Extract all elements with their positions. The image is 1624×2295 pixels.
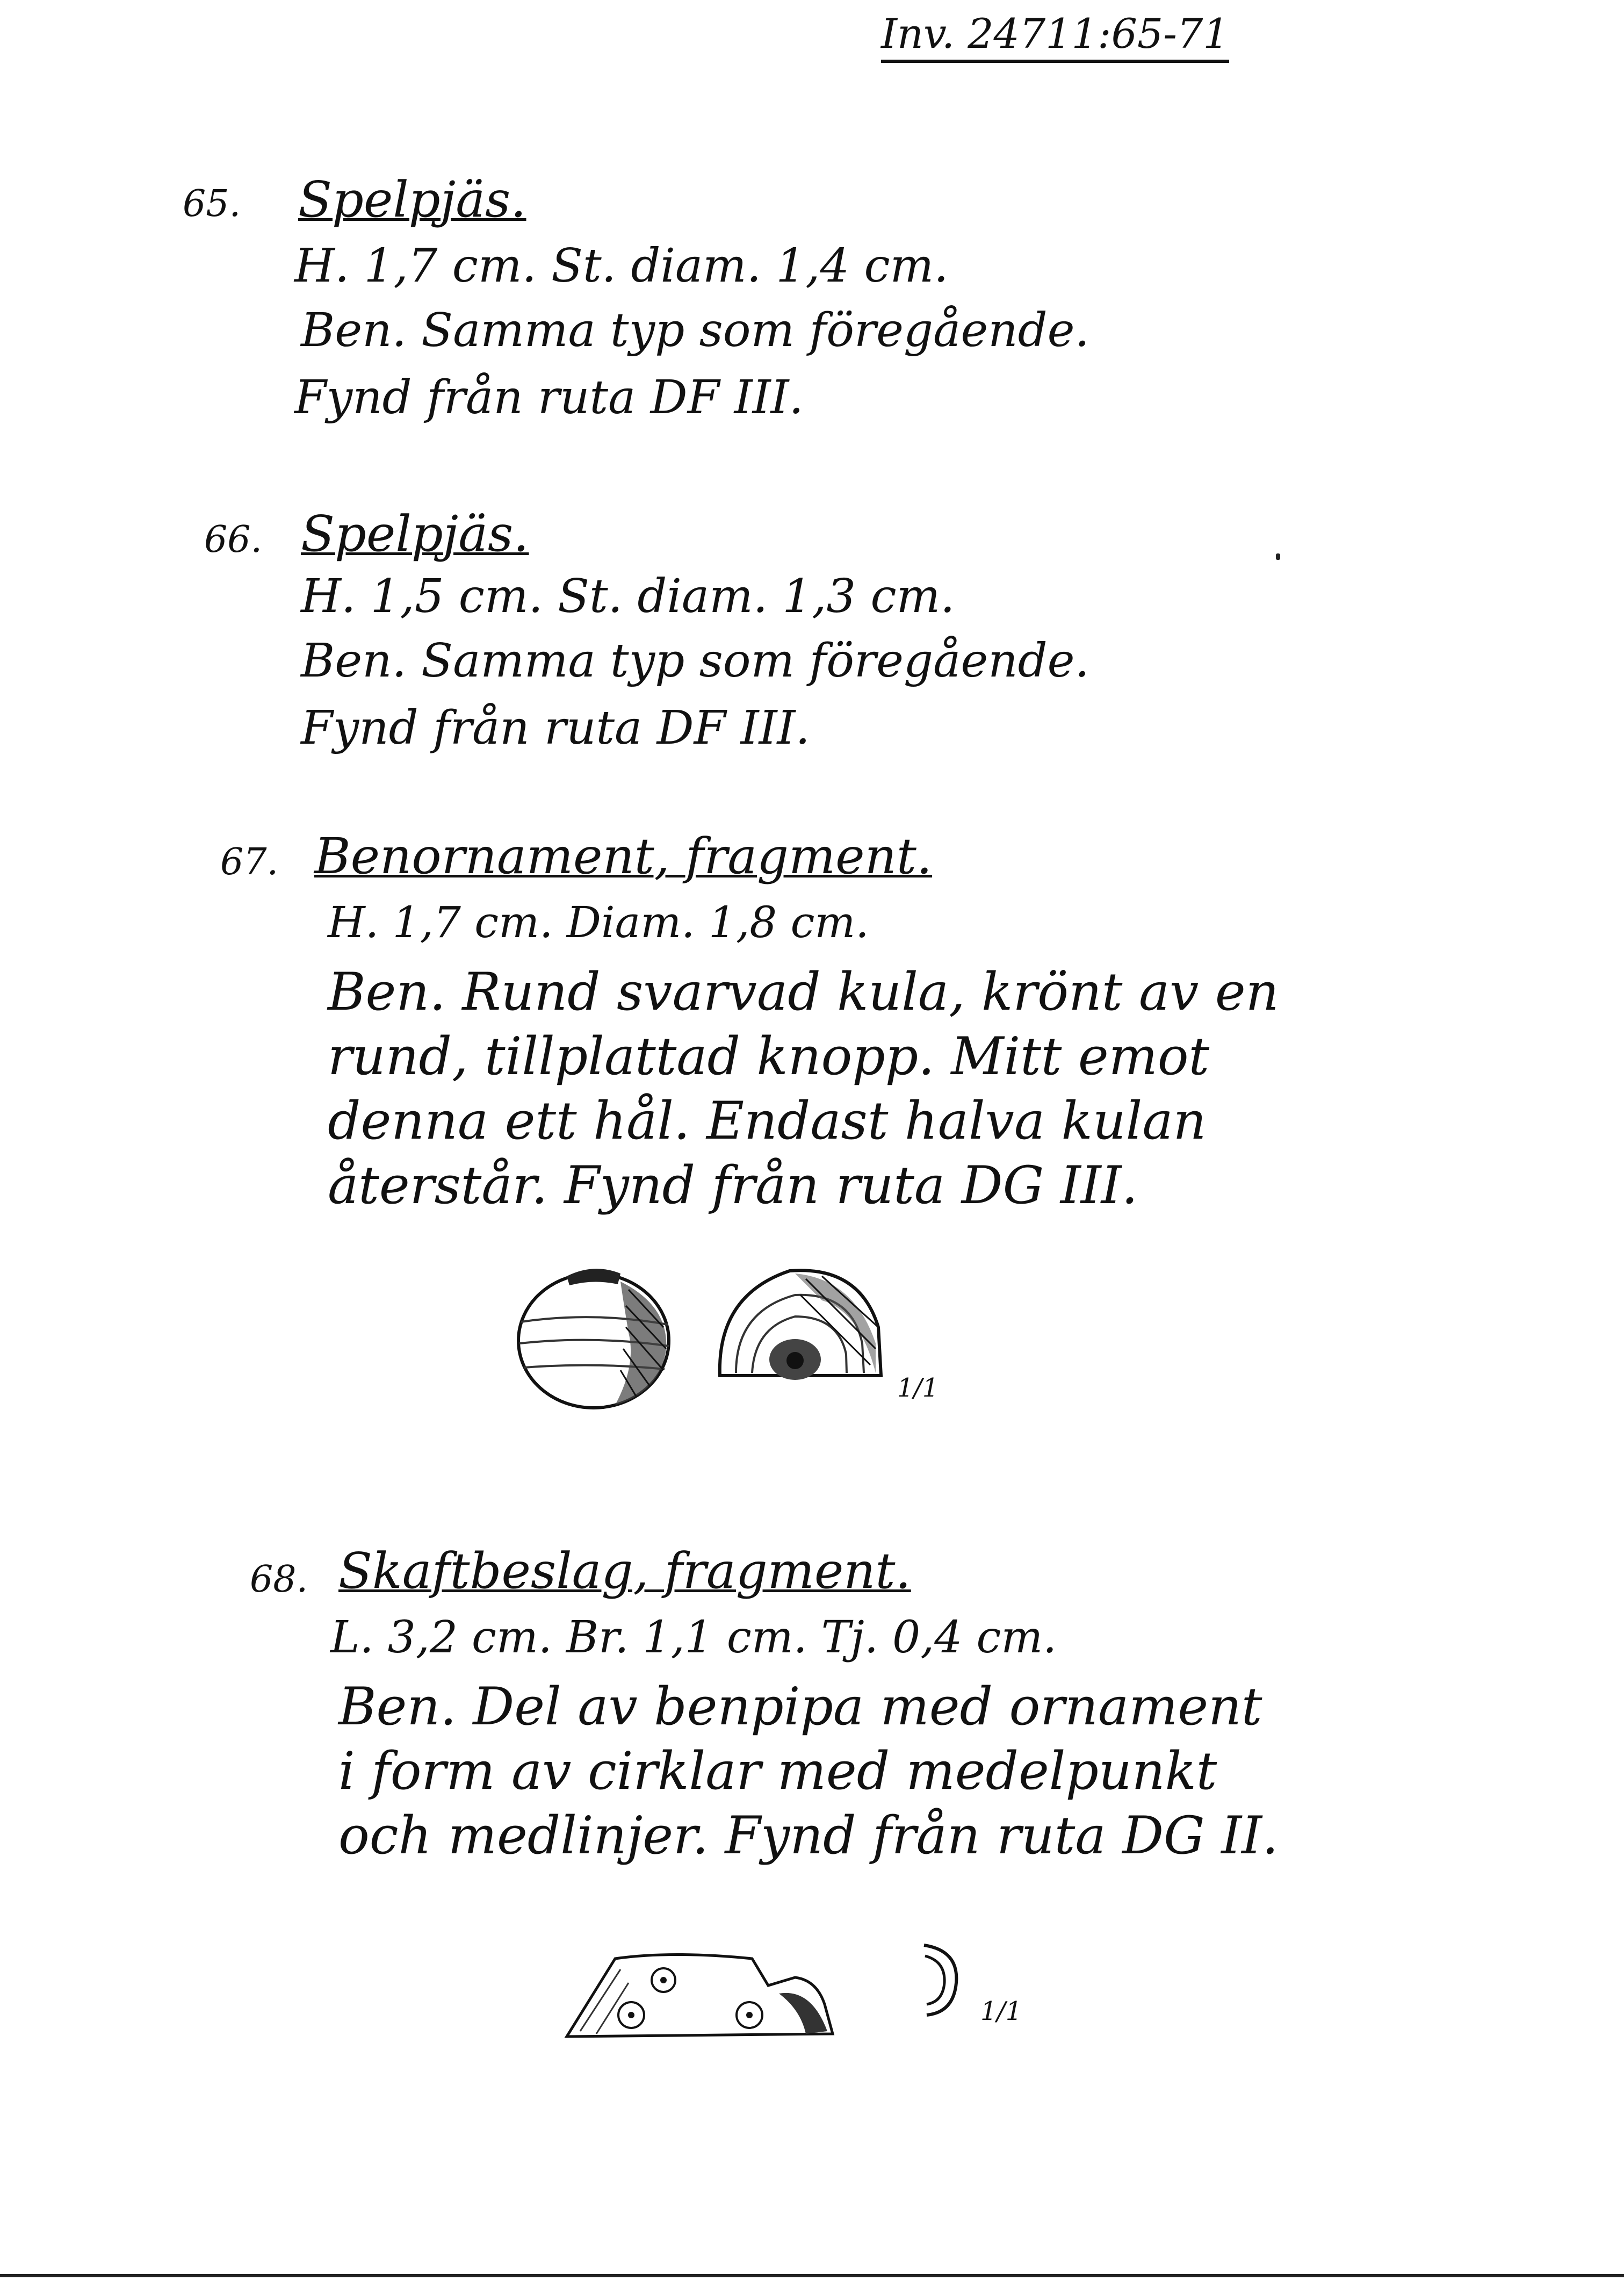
entry-line: Fynd från ruta DF III. — [301, 701, 810, 755]
inventory-number: Inv. 24711:65-71 — [881, 10, 1229, 63]
entry-number: 68. — [250, 1558, 308, 1601]
entry-title: Benornament, fragment. — [314, 828, 933, 885]
scale-label: 1/1 — [897, 1373, 939, 1403]
entry-title: Spelpjäs. — [298, 171, 526, 228]
entry-line: i form av cirklar med medelpunkt — [338, 1741, 1217, 1801]
entry-line: H. 1,5 cm. St. diam. 1,3 cm. — [301, 570, 955, 623]
entry-line: rund, tillplattad knopp. Mitt emot — [328, 1026, 1210, 1087]
entry-line: och medlinjer. Fynd från ruta DG II. — [338, 1805, 1279, 1866]
entry-line: Ben. Del av benpipa med ornament — [338, 1677, 1262, 1737]
page-bottom-edge — [0, 2274, 1624, 2277]
entry-number: 65. — [183, 183, 241, 225]
entry-line: Fynd från ruta DF III. — [294, 371, 804, 425]
entry-title: Skaftbeslag, fragment. — [338, 1542, 911, 1600]
entry-number: 67. — [220, 841, 279, 883]
cross-section-sketch — [919, 1940, 962, 2020]
entry-line: Ben. Rund svarvad kula, krönt av en — [328, 962, 1279, 1022]
entry-line: Ben. Samma typ som föregående. — [301, 634, 1089, 688]
entry-line: Ben. Samma typ som föregående. — [301, 304, 1089, 357]
bead-side-sketch — [513, 1257, 674, 1413]
entry-line: denna ett hål. Endast halva kulan — [328, 1091, 1207, 1151]
entry-line: L. 3,2 cm. Br. 1,1 cm. Tj. 0,4 cm. — [330, 1612, 1057, 1663]
shaft-fitting-sketch — [564, 1945, 833, 2042]
ink-speck — [1276, 553, 1280, 560]
entry-title: Spelpjäs. — [301, 505, 529, 563]
entry-line: återstår. Fynd från ruta DG III. — [328, 1155, 1138, 1215]
entry-line: H. 1,7 cm. St. diam. 1,4 cm. — [294, 239, 949, 293]
bead-section-sketch — [714, 1263, 886, 1381]
entry-number: 66. — [204, 519, 263, 561]
scale-label: 1/1 — [980, 1996, 1022, 2026]
entry-line: H. 1,7 cm. Diam. 1,8 cm. — [328, 897, 869, 947]
